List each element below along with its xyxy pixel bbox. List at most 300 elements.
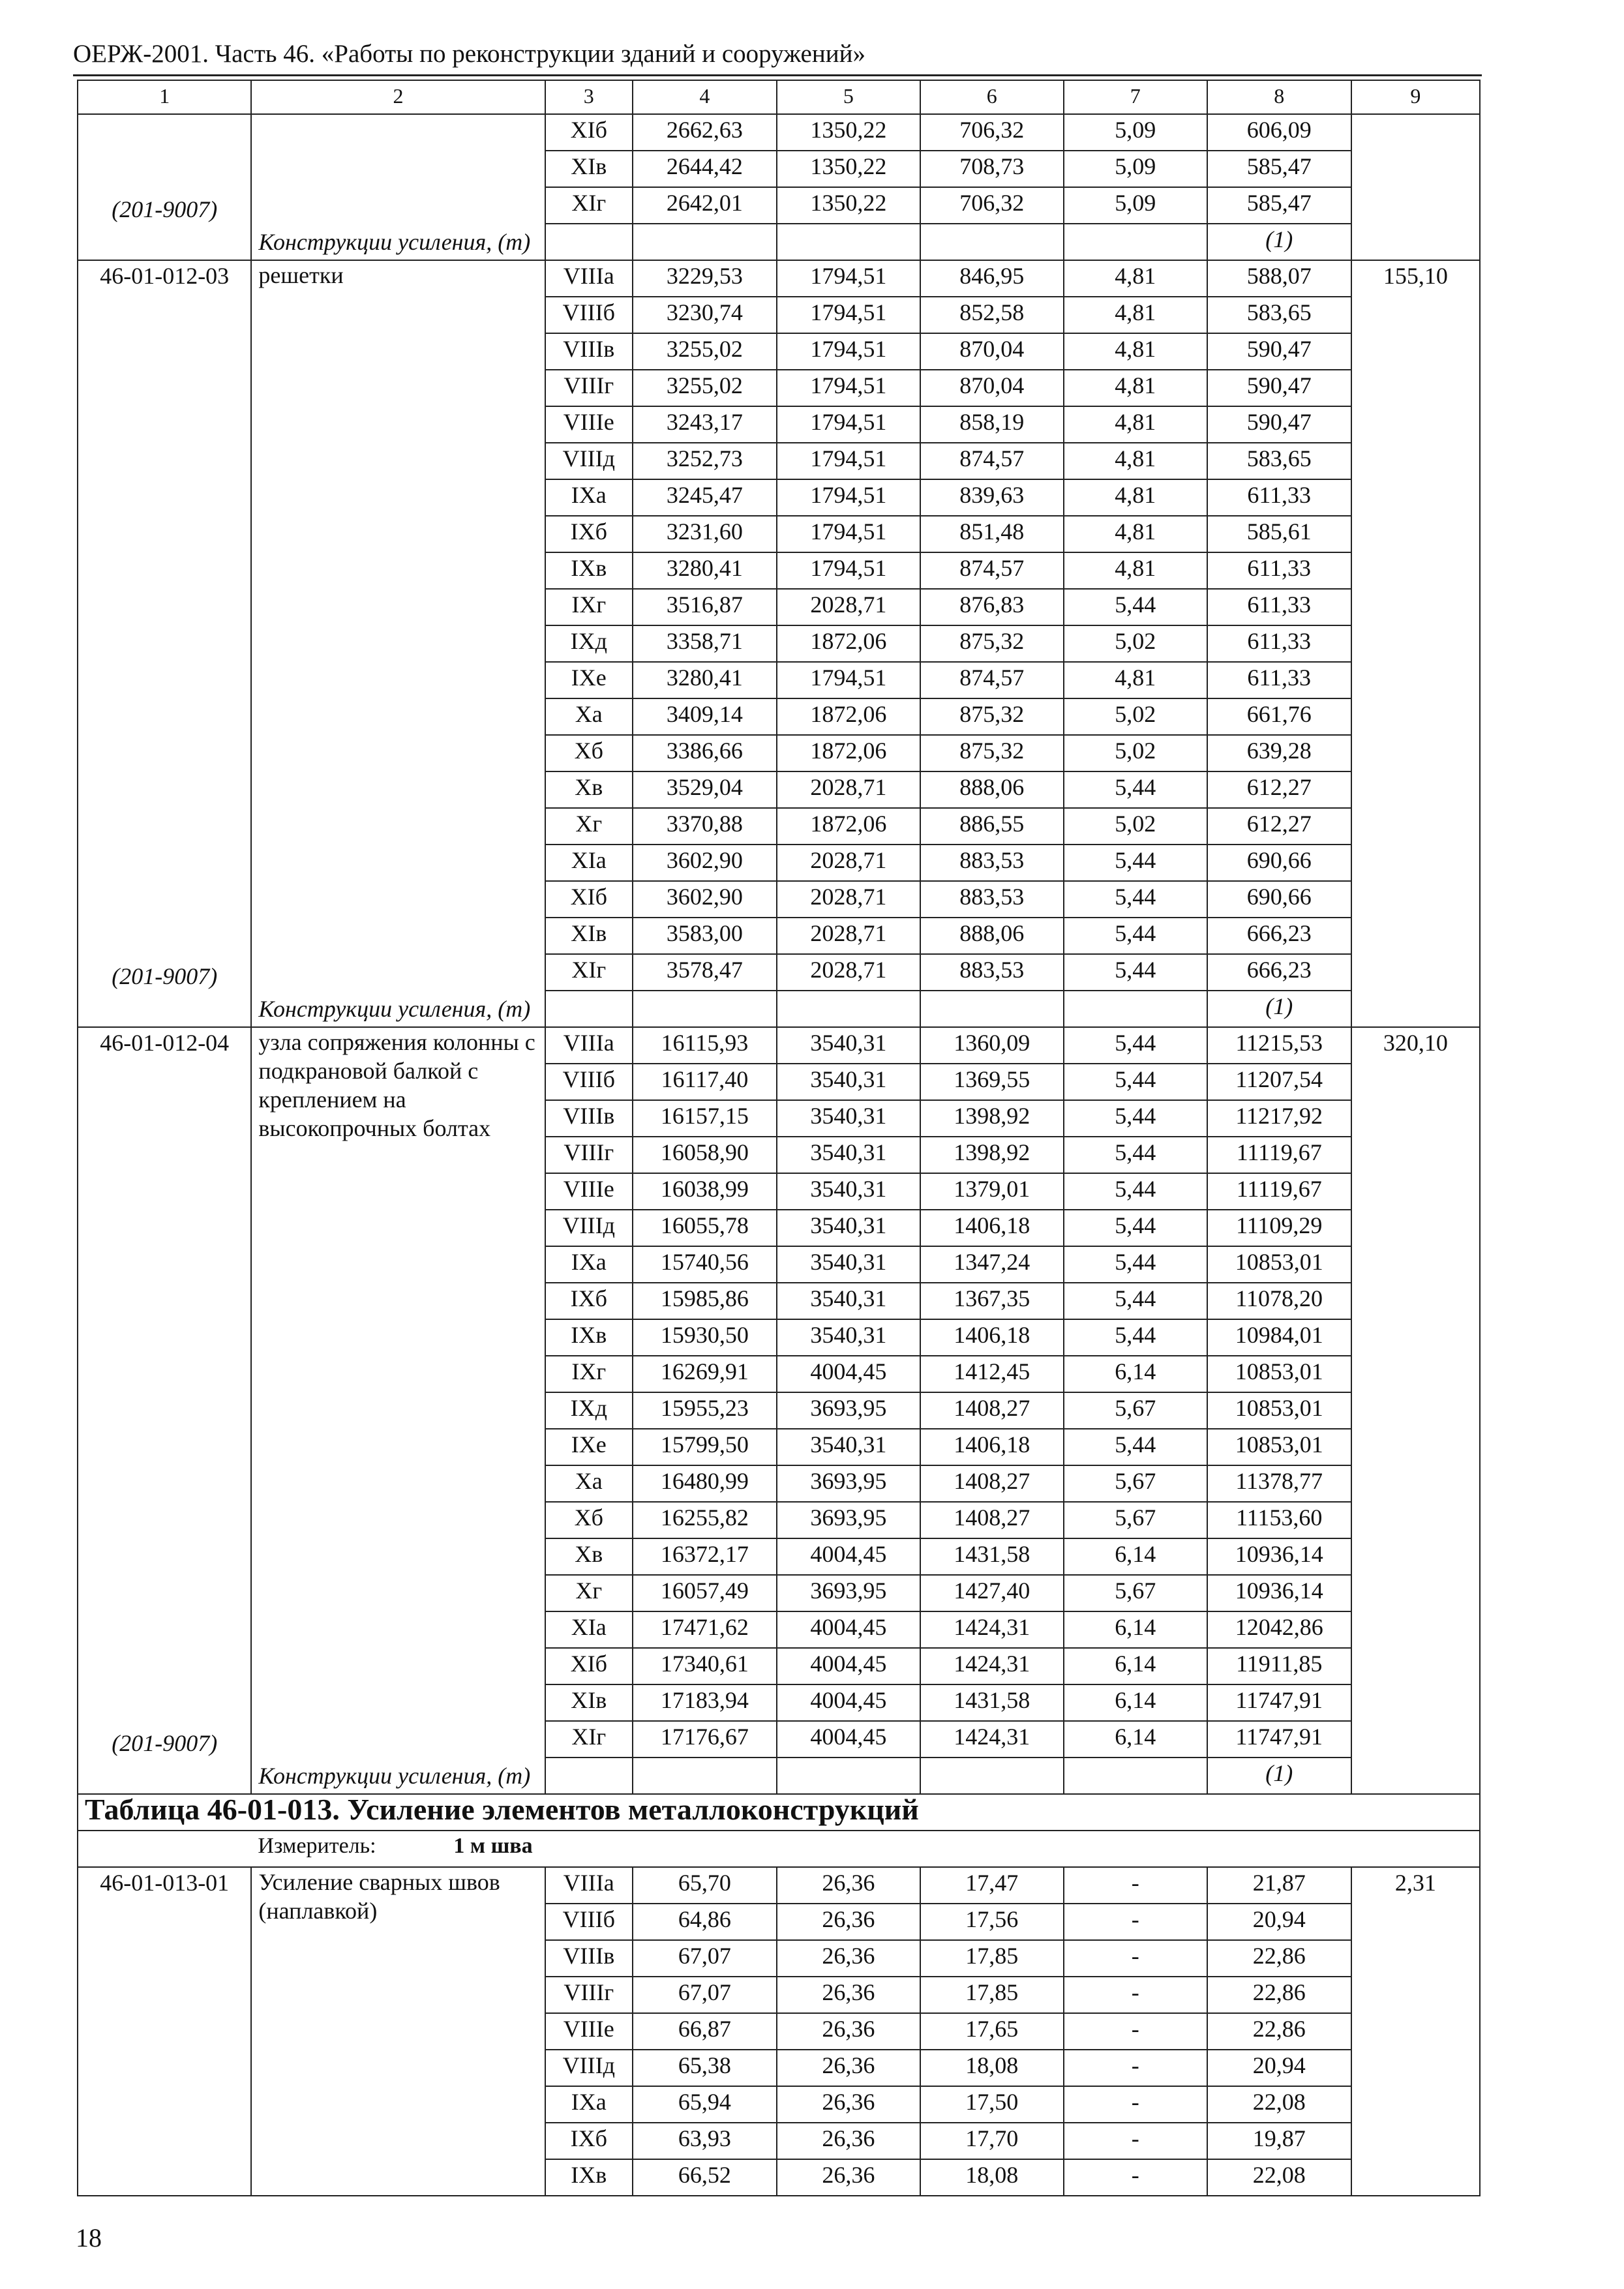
value-cell: 1406,18	[920, 1319, 1064, 1356]
value-cell: 1424,31	[920, 1648, 1064, 1684]
value-cell: 661,76	[1207, 698, 1351, 735]
value-cell: 583,65	[1207, 443, 1351, 479]
value-cell: 1872,06	[777, 698, 920, 735]
value-cell: 5,44	[1064, 1137, 1207, 1173]
value-cell: 1794,51	[777, 406, 920, 443]
zone-cell: IXе	[545, 1429, 633, 1465]
zone-cell: IXв	[545, 1319, 633, 1356]
value-cell: 16115,93	[633, 1027, 777, 1064]
zone-cell: XIв	[545, 1684, 633, 1721]
value-cell: 5,44	[1064, 1246, 1207, 1283]
value-cell: -	[1064, 2159, 1207, 2196]
column-number-row	[78, 80, 1480, 114]
value-cell: 3409,14	[633, 698, 777, 735]
value-cell: 16058,90	[633, 1137, 777, 1173]
value-cell: 20,94	[1207, 1904, 1351, 1940]
value-cell	[920, 224, 1064, 260]
value-cell: 3529,04	[633, 771, 777, 808]
value-cell: 5,02	[1064, 698, 1207, 735]
meter-row	[78, 1831, 1480, 1867]
value-cell: 585,47	[1207, 151, 1351, 187]
table-title: Таблица 46-01-013. Усиление элементов металлоконструкций	[78, 1794, 1480, 1831]
zone-cell: Xв	[545, 1538, 633, 1575]
value-cell: 1794,51	[777, 552, 920, 589]
value-cell: 18,08	[920, 2050, 1064, 2086]
value-cell: 690,66	[1207, 845, 1351, 881]
value-cell: 4,81	[1064, 552, 1207, 589]
value-cell: 5,44	[1064, 918, 1207, 954]
value-cell: 26,36	[777, 2013, 920, 2050]
col-number: 1	[78, 80, 251, 114]
value-cell: 612,27	[1207, 808, 1351, 845]
zone-cell: IXа	[545, 1246, 633, 1283]
value-cell: 3516,87	[633, 589, 777, 625]
value-cell	[1064, 991, 1207, 1027]
item-code-cell	[78, 260, 251, 1027]
value-cell: 5,44	[1064, 589, 1207, 625]
value-cell: 1398,92	[920, 1100, 1064, 1137]
item-code-cell	[78, 114, 251, 260]
resource-description: Конструкции усиления, (т)	[258, 229, 531, 255]
value-cell: 1347,24	[920, 1246, 1064, 1283]
value-cell: 3245,47	[633, 479, 777, 516]
value-cell: 4004,45	[777, 1648, 920, 1684]
zone-cell: VIIIа	[545, 260, 633, 297]
value-cell: 590,47	[1207, 370, 1351, 406]
value-cell: -	[1064, 2123, 1207, 2159]
value-cell: 3370,88	[633, 808, 777, 845]
value-cell: 1794,51	[777, 662, 920, 698]
value-cell: 2028,71	[777, 771, 920, 808]
value-cell: 3540,31	[777, 1064, 920, 1100]
value-cell: 11207,54	[1207, 1064, 1351, 1100]
value-cell: 5,09	[1064, 151, 1207, 187]
value-cell: 16038,99	[633, 1173, 777, 1210]
table-row	[78, 1867, 1480, 1904]
value-cell: 606,09	[1207, 114, 1351, 151]
value-cell: 4,81	[1064, 479, 1207, 516]
zone-cell: IXе	[545, 662, 633, 698]
zone-cell: VIIIг	[545, 1977, 633, 2013]
value-cell: 3252,73	[633, 443, 777, 479]
meter-info	[251, 1831, 1480, 1867]
item-description: Усиление сварных швов (наплавкой)	[258, 1869, 500, 1924]
value-cell: 888,06	[920, 771, 1064, 808]
value-cell: 1398,92	[920, 1137, 1064, 1173]
value-cell: 17,85	[920, 1940, 1064, 1977]
value-cell: 5,44	[1064, 845, 1207, 881]
value-cell: 6,14	[1064, 1721, 1207, 1758]
value-cell: 17,70	[920, 2123, 1064, 2159]
value-cell: 16055,78	[633, 1210, 777, 1246]
value-cell: 666,23	[1207, 918, 1351, 954]
value-cell: 611,33	[1207, 479, 1351, 516]
value-cell: 11747,91	[1207, 1721, 1351, 1758]
value-cell: 1424,31	[920, 1611, 1064, 1648]
value-cell: 883,53	[920, 954, 1064, 991]
value-cell: 3386,66	[633, 735, 777, 771]
value-cell: 590,47	[1207, 333, 1351, 370]
value-cell: 611,33	[1207, 662, 1351, 698]
value-cell: 839,63	[920, 479, 1064, 516]
value-cell: 2028,71	[777, 918, 920, 954]
resource-count-cell: (1)	[1207, 224, 1351, 260]
meter-value: 1 м шва	[453, 1834, 533, 1858]
value-cell: 876,83	[920, 589, 1064, 625]
value-cell: -	[1064, 1940, 1207, 1977]
value-cell: 18,08	[920, 2159, 1064, 2196]
zone-cell: VIIIг	[545, 370, 633, 406]
value-cell: -	[1064, 1867, 1207, 1904]
value-cell: 65,94	[633, 2086, 777, 2123]
value-cell: 585,47	[1207, 187, 1351, 224]
value-cell: 1350,22	[777, 187, 920, 224]
zone-cell: VIIIб	[545, 297, 633, 333]
table-row	[78, 114, 1480, 151]
value-cell: -	[1064, 2013, 1207, 2050]
value-cell: 5,44	[1064, 1210, 1207, 1246]
value-cell: 888,06	[920, 918, 1064, 954]
value-cell: 1360,09	[920, 1027, 1064, 1064]
value-cell: 3693,95	[777, 1502, 920, 1538]
zone-cell: VIIIв	[545, 1940, 633, 1977]
zone-cell: Xг	[545, 808, 633, 845]
value-cell: 11378,77	[1207, 1465, 1351, 1502]
value-cell	[633, 1758, 777, 1794]
zone-cell: IXг	[545, 1356, 633, 1392]
zone-cell: XIг	[545, 187, 633, 224]
resource-count-cell: (1)	[1207, 1758, 1351, 1794]
value-cell: 4,81	[1064, 260, 1207, 297]
value-cell: 1350,22	[777, 151, 920, 187]
zone-cell: XIг	[545, 1721, 633, 1758]
value-cell: 26,36	[777, 2159, 920, 2196]
value-cell: 5,44	[1064, 771, 1207, 808]
value-cell: 706,32	[920, 187, 1064, 224]
value-cell: 10936,14	[1207, 1538, 1351, 1575]
value-cell: 17,47	[920, 1867, 1064, 1904]
labor-cost-cell: 320,10	[1351, 1027, 1480, 1794]
value-cell: 3540,31	[777, 1319, 920, 1356]
value-cell: 590,47	[1207, 406, 1351, 443]
value-cell: 6,14	[1064, 1538, 1207, 1575]
zone-cell: VIIIд	[545, 2050, 633, 2086]
item-code-cell	[78, 1027, 251, 1794]
value-cell: 5,44	[1064, 1100, 1207, 1137]
value-cell: 1431,58	[920, 1684, 1064, 1721]
value-cell: 2662,63	[633, 114, 777, 151]
value-cell: 1406,18	[920, 1210, 1064, 1246]
value-cell: 690,66	[1207, 881, 1351, 918]
value-cell: 5,02	[1064, 808, 1207, 845]
resource-code: (201-9007)	[112, 963, 218, 989]
zone-cell: IXг	[545, 589, 633, 625]
value-cell: 3280,41	[633, 552, 777, 589]
value-cell: 1379,01	[920, 1173, 1064, 1210]
rates-table	[77, 80, 1481, 2196]
value-cell: 11119,67	[1207, 1173, 1351, 1210]
value-cell: 3540,31	[777, 1100, 920, 1137]
value-cell: 10984,01	[1207, 1319, 1351, 1356]
value-cell: 852,58	[920, 297, 1064, 333]
value-cell: 17,56	[920, 1904, 1064, 1940]
value-cell: 64,86	[633, 1904, 777, 1940]
value-cell: 708,73	[920, 151, 1064, 187]
value-cell: 858,19	[920, 406, 1064, 443]
value-cell: 874,57	[920, 662, 1064, 698]
item-code: 46-01-013-01	[100, 1870, 230, 1896]
value-cell: 875,32	[920, 698, 1064, 735]
value-cell: 875,32	[920, 625, 1064, 662]
value-cell: 583,65	[1207, 297, 1351, 333]
value-cell: 16157,15	[633, 1100, 777, 1137]
zone-cell: VIIIб	[545, 1064, 633, 1100]
value-cell: 17183,94	[633, 1684, 777, 1721]
value-cell: 6,14	[1064, 1648, 1207, 1684]
value-cell: 5,02	[1064, 625, 1207, 662]
value-cell: 875,32	[920, 735, 1064, 771]
value-cell: 3693,95	[777, 1575, 920, 1611]
table-body	[78, 80, 1480, 2196]
zone-cell: IXв	[545, 552, 633, 589]
item-description-cell	[251, 1867, 545, 2196]
value-cell: 3602,90	[633, 881, 777, 918]
col-number: 9	[1351, 80, 1480, 114]
value-cell: 1794,51	[777, 516, 920, 552]
value-cell: 3255,02	[633, 333, 777, 370]
value-cell: 22,86	[1207, 1977, 1351, 2013]
value-cell: 4,81	[1064, 370, 1207, 406]
value-cell: 883,53	[920, 845, 1064, 881]
value-cell: 67,07	[633, 1940, 777, 1977]
value-cell: 11078,20	[1207, 1283, 1351, 1319]
value-cell: 1794,51	[777, 333, 920, 370]
zone-cell: IXа	[545, 479, 633, 516]
value-cell: 6,14	[1064, 1611, 1207, 1648]
value-cell: 1794,51	[777, 370, 920, 406]
value-cell: 3602,90	[633, 845, 777, 881]
value-cell: 5,09	[1064, 187, 1207, 224]
labor-cost-cell: 155,10	[1351, 260, 1480, 1027]
value-cell: 26,36	[777, 1940, 920, 1977]
meter-label: Измеритель:	[258, 1834, 376, 1858]
value-cell	[1064, 224, 1207, 260]
page-header: ОЕРЖ-2001. Часть 46. «Работы по реконструкции зданий и сооружений»	[73, 40, 865, 68]
zone-cell: XIв	[545, 151, 633, 187]
value-cell: 1408,27	[920, 1392, 1064, 1429]
value-cell: 66,87	[633, 2013, 777, 2050]
zone-cell	[545, 224, 633, 260]
value-cell: 26,36	[777, 1904, 920, 1940]
value-cell: 706,32	[920, 114, 1064, 151]
zone-cell: VIIIд	[545, 443, 633, 479]
value-cell: 1431,58	[920, 1538, 1064, 1575]
value-cell: 3243,17	[633, 406, 777, 443]
value-cell: -	[1064, 2050, 1207, 2086]
resource-description: Конструкции усиления, (т)	[258, 996, 531, 1022]
zone-cell: IXб	[545, 516, 633, 552]
value-cell: 5,44	[1064, 1319, 1207, 1356]
value-cell: 22,08	[1207, 2086, 1351, 2123]
value-cell: 17340,61	[633, 1648, 777, 1684]
col-number: 6	[920, 80, 1064, 114]
value-cell: 3583,00	[633, 918, 777, 954]
labor-cost-cell	[1351, 114, 1480, 260]
col-number: 5	[777, 80, 920, 114]
item-description-cell	[251, 114, 545, 260]
value-cell: 1408,27	[920, 1465, 1064, 1502]
value-cell: 65,38	[633, 2050, 777, 2086]
value-cell	[777, 991, 920, 1027]
value-cell: 3231,60	[633, 516, 777, 552]
value-cell: 16057,49	[633, 1575, 777, 1611]
value-cell	[920, 1758, 1064, 1794]
value-cell: 17,50	[920, 2086, 1064, 2123]
value-cell	[920, 991, 1064, 1027]
zone-cell: VIIIв	[545, 333, 633, 370]
value-cell: 17,65	[920, 2013, 1064, 2050]
value-cell: 22,86	[1207, 2013, 1351, 2050]
col-number: 8	[1207, 80, 1351, 114]
value-cell: 20,94	[1207, 2050, 1351, 2086]
value-cell: 874,57	[920, 552, 1064, 589]
zone-cell: XIа	[545, 1611, 633, 1648]
value-cell: -	[1064, 1904, 1207, 1940]
resource-code: (201-9007)	[112, 1730, 218, 1756]
zone-cell: XIб	[545, 114, 633, 151]
value-cell: 26,36	[777, 1867, 920, 1904]
value-cell: -	[1064, 1977, 1207, 2013]
item-description-cell	[251, 1027, 545, 1794]
value-cell: -	[1064, 2086, 1207, 2123]
value-cell: 3540,31	[777, 1429, 920, 1465]
value-cell: 1794,51	[777, 479, 920, 516]
item-code: 46-01-012-03	[100, 263, 230, 289]
value-cell: 870,04	[920, 333, 1064, 370]
item-description-cell	[251, 260, 545, 1027]
value-cell: 883,53	[920, 881, 1064, 918]
meter-spacer	[78, 1831, 251, 1867]
value-cell: 10853,01	[1207, 1356, 1351, 1392]
value-cell: 4004,45	[777, 1356, 920, 1392]
value-cell: 4,81	[1064, 406, 1207, 443]
zone-cell: XIв	[545, 918, 633, 954]
value-cell: 11911,85	[1207, 1648, 1351, 1684]
zone-cell	[545, 991, 633, 1027]
value-cell: 1872,06	[777, 808, 920, 845]
value-cell: 611,33	[1207, 625, 1351, 662]
value-cell: 5,09	[1064, 114, 1207, 151]
value-cell: 22,86	[1207, 1940, 1351, 1977]
value-cell: 10853,01	[1207, 1392, 1351, 1429]
zone-cell: IXа	[545, 2086, 633, 2123]
value-cell: 3693,95	[777, 1392, 920, 1429]
value-cell: 3229,53	[633, 260, 777, 297]
value-cell: 6,14	[1064, 1684, 1207, 1721]
item-description: узла сопряжения колонны с подкрановой балкой с креплением на высокопрочных болтах	[258, 1029, 535, 1141]
zone-cell: VIIIа	[545, 1867, 633, 1904]
zone-cell: XIб	[545, 1648, 633, 1684]
value-cell: 67,07	[633, 1977, 777, 2013]
value-cell: 3540,31	[777, 1137, 920, 1173]
value-cell	[777, 1758, 920, 1794]
zone-cell: VIIIг	[545, 1137, 633, 1173]
value-cell: 16117,40	[633, 1064, 777, 1100]
value-cell: 5,44	[1064, 881, 1207, 918]
value-cell: 10853,01	[1207, 1246, 1351, 1283]
value-cell: 11153,60	[1207, 1502, 1351, 1538]
value-cell: 26,36	[777, 2086, 920, 2123]
value-cell: 10936,14	[1207, 1575, 1351, 1611]
value-cell: 1872,06	[777, 625, 920, 662]
zone-cell: IXд	[545, 625, 633, 662]
value-cell: 16372,17	[633, 1538, 777, 1575]
value-cell: 15930,50	[633, 1319, 777, 1356]
zone-cell: Xа	[545, 1465, 633, 1502]
value-cell: 11215,53	[1207, 1027, 1351, 1064]
zone-cell: XIб	[545, 881, 633, 918]
zone-cell: VIIIв	[545, 1100, 633, 1137]
value-cell: 4004,45	[777, 1721, 920, 1758]
zone-cell: VIIIе	[545, 406, 633, 443]
value-cell: 66,52	[633, 2159, 777, 2196]
col-number: 7	[1064, 80, 1207, 114]
value-cell	[633, 224, 777, 260]
value-cell: 1427,40	[920, 1575, 1064, 1611]
value-cell: 11119,67	[1207, 1137, 1351, 1173]
zone-cell: VIIIе	[545, 2013, 633, 2050]
value-cell: 2028,71	[777, 954, 920, 991]
value-cell: 15740,56	[633, 1246, 777, 1283]
value-cell: 3540,31	[777, 1173, 920, 1210]
value-cell: 3255,02	[633, 370, 777, 406]
value-cell: 17176,67	[633, 1721, 777, 1758]
value-cell: 65,70	[633, 1867, 777, 1904]
value-cell: 5,67	[1064, 1502, 1207, 1538]
value-cell: 851,48	[920, 516, 1064, 552]
value-cell: 5,67	[1064, 1575, 1207, 1611]
value-cell: 1369,55	[920, 1064, 1064, 1100]
value-cell: 1367,35	[920, 1283, 1064, 1319]
value-cell: 588,07	[1207, 260, 1351, 297]
value-cell: 1350,22	[777, 114, 920, 151]
zone-cell: IXд	[545, 1392, 633, 1429]
value-cell: 26,36	[777, 2123, 920, 2159]
value-cell: 11747,91	[1207, 1684, 1351, 1721]
value-cell: 3230,74	[633, 297, 777, 333]
value-cell: 16480,99	[633, 1465, 777, 1502]
value-cell: 2028,71	[777, 589, 920, 625]
table-row	[78, 260, 1480, 297]
zone-cell: VIIIб	[545, 1904, 633, 1940]
value-cell: 11217,92	[1207, 1100, 1351, 1137]
zone-cell	[545, 1758, 633, 1794]
value-cell: 16269,91	[633, 1356, 777, 1392]
zone-cell: IXб	[545, 2123, 633, 2159]
value-cell: 15955,23	[633, 1392, 777, 1429]
item-code: 46-01-012-04	[100, 1030, 230, 1056]
value-cell: 1406,18	[920, 1429, 1064, 1465]
value-cell: 3540,31	[777, 1246, 920, 1283]
value-cell: 15985,86	[633, 1283, 777, 1319]
value-cell: 5,44	[1064, 954, 1207, 991]
value-cell	[1064, 1758, 1207, 1794]
value-cell: 17,85	[920, 1977, 1064, 2013]
zone-cell: Xг	[545, 1575, 633, 1611]
value-cell: 4,81	[1064, 443, 1207, 479]
value-cell: 3540,31	[777, 1283, 920, 1319]
header-divider	[73, 74, 1482, 76]
